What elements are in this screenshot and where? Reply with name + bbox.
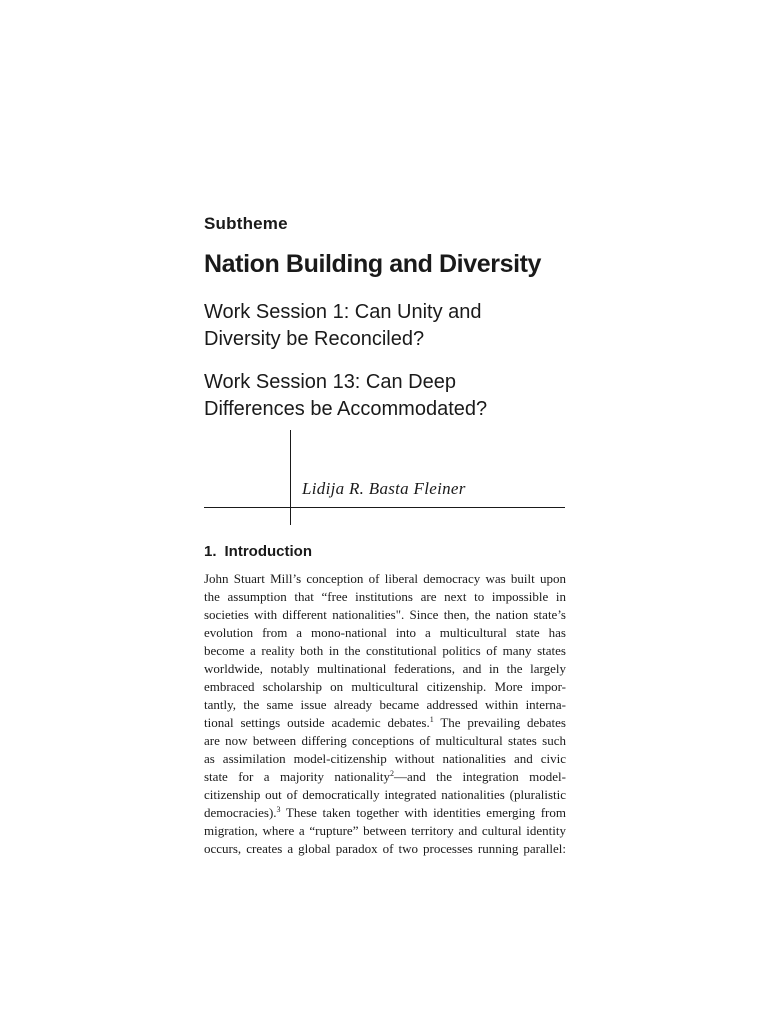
body-line: become a reality both in the constitutional politics of many states [204, 643, 566, 658]
section-heading [204, 543, 312, 560]
body-line: migration, where a “rupture” between territory and cultural identity [204, 823, 566, 838]
body-line: embraced scholarship on multicultural citizenship. More impor- [204, 679, 566, 694]
footnote-marker: 1 [429, 715, 434, 724]
body-line [204, 768, 566, 786]
body-line: tantly, the same issue already became addressed within interna- [204, 697, 566, 712]
body-line: John Stuart Mill’s conception of liberal democracy was built upon [204, 571, 566, 586]
body-line-text: tional settings outside academic debates. [204, 715, 430, 730]
body-line-text: These taken together with identities emerging from [280, 805, 566, 820]
page-title: Nation Building and Diversity [204, 250, 542, 278]
body-line [204, 714, 566, 732]
body-line: worldwide, notably multinational federations, and in the largely [204, 661, 566, 676]
body-line: societies with different nationalities". Since then, the nation state’s [204, 607, 566, 622]
author-name: Lidija R. Basta Fleiner [302, 479, 466, 498]
body-line-text: The prevailing debates [433, 715, 566, 730]
work-session-13-heading [204, 369, 487, 423]
body-line: the assumption that “free institutions are next to impossible in [204, 589, 566, 604]
work-session-1-line-2: Diversity be Reconciled? [204, 328, 425, 350]
author-horizontal-rule [204, 507, 565, 508]
work-session-13-line-2: Differences be Accommodated? [204, 398, 488, 420]
section-number: 1. [204, 543, 217, 560]
footnote-marker: 2 [390, 769, 394, 778]
body-line: occurs, creates a global paradox of two processes running parallel: [204, 841, 566, 856]
work-session-1-line-1: Work Session 1: Can Unity and [204, 301, 482, 323]
body-line-text: —and the integration model- [394, 769, 566, 784]
work-session-13-line-1: Work Session 13: Can Deep [204, 371, 456, 393]
subtheme-label: Subtheme [204, 214, 288, 233]
body-line: citizenship out of democratically integrated nationalities (pluralistic [204, 787, 566, 802]
body-line [204, 804, 566, 822]
body-line-text: state for a majority nationality [204, 769, 390, 784]
body-paragraph [204, 570, 566, 858]
author-vertical-rule [290, 430, 291, 525]
footnote-marker: 3 [276, 805, 281, 814]
section-title: Introduction [224, 543, 312, 560]
work-session-1-heading [204, 299, 482, 353]
body-line-text: democracies). [204, 805, 277, 820]
body-line: evolution from a mono-national into a multicultural state has [204, 625, 566, 640]
body-line: as assimilation model-citizenship without nationalities and civic [204, 751, 566, 766]
body-line: are now between differing conceptions of multicultural states such [204, 733, 566, 748]
